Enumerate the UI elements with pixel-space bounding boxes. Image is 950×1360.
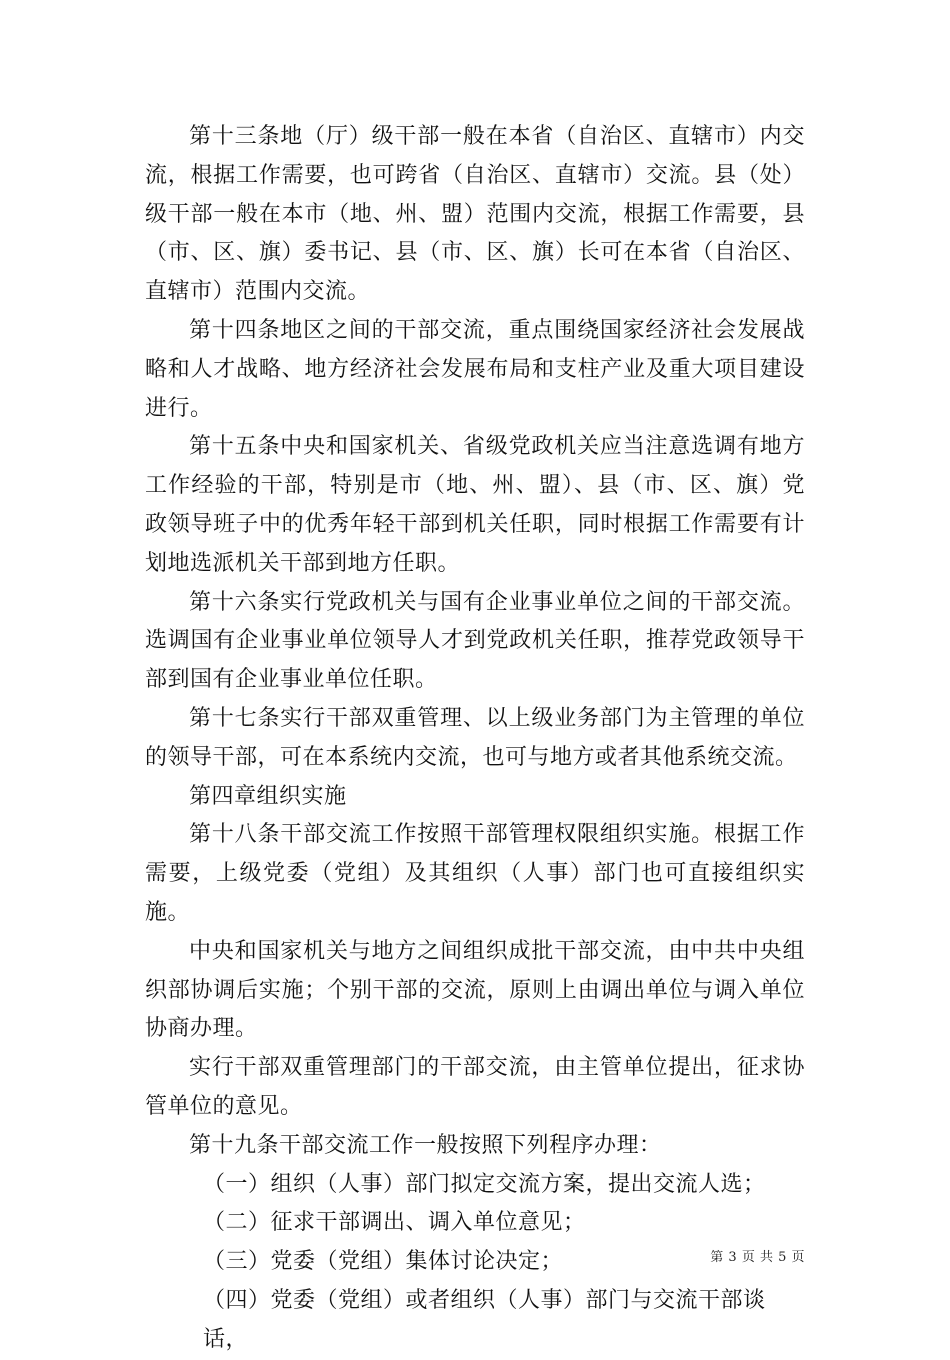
- article-15-paragraph: 第十五条中央和国家机关、省级党政机关应当注意选调有地方工作经验的干部，特别是市（地、州、盟）、县（市、区、旗）党政领导班子中的优秀年轻干部到机关任职，同时根据工作需要有计划地选派机关干部到地方任职。: [145, 434, 805, 576]
- article-16-paragraph: 第十六条实行党政机关与国有企业事业单位之间的干部交流。选调国有企业事业单位领导人才到党政机关任职，推荐党政领导干部到国有企业事业单位任职。: [145, 589, 805, 693]
- procedure-item-1: （一）组织（人事）部门拟定交流方案，提出交流人选；: [203, 1171, 766, 1197]
- procedure-item-3: （三）党委（党组）集体讨论决定；: [203, 1249, 564, 1275]
- article-17-paragraph: 第十七条实行干部双重管理、以上级业务部门为主管理的单位的领导干部，可在本系统内交流，也可与地方或者其他系统交流。: [145, 705, 805, 770]
- procedure-item-2: （二）征求干部调出、调入单位意见；: [203, 1210, 586, 1236]
- dual-management-paragraph: 实行干部双重管理部门的干部交流，由主管单位提出，征求协管单位的意见。: [145, 1055, 805, 1119]
- central-agencies-paragraph: 中央和国家机关与地方之间组织成批干部交流，由中共中央组织部协调后实施；个别干部的交流，原则上由调出单位与调入单位协商办理。: [145, 938, 805, 1042]
- article-13-paragraph: 第十三条地（厅）级干部一般在本省（自治区、直辖市）内交流，根据工作需要，也可跨省（自治区、直辖市）交流。县（处）级干部一般在本市（地、州、盟）范围内交流，根据工作需要，县（市、区、旗）委书记、县（市、区、旗）长可在本省（自治区、直辖市）范围内交流。: [145, 124, 805, 305]
- article-14-paragraph: 第十四条地区之间的干部交流，重点围绕国家经济社会发展战略和人才战略、地方经济社会发展布局和支柱产业及重大项目建设进行。: [145, 317, 805, 421]
- page-number: 第 3 页 共 5 页: [710, 1250, 805, 1265]
- document-body: [145, 118, 805, 1360]
- procedure-item-4: （四）党委（党组）或者组织（人事）部门与交流干部谈话，: [203, 1287, 766, 1352]
- article-19-paragraph: 第十九条干部交流工作一般按照下列程序办理：: [189, 1132, 662, 1158]
- article-18-paragraph: 第十八条干部交流工作按照干部管理权限组织实施。根据工作需要，上级党委（党组）及其组织（人事）部门也可直接组织实施。: [145, 822, 805, 925]
- chapter-4-heading: 第四章组织实施: [189, 783, 347, 809]
